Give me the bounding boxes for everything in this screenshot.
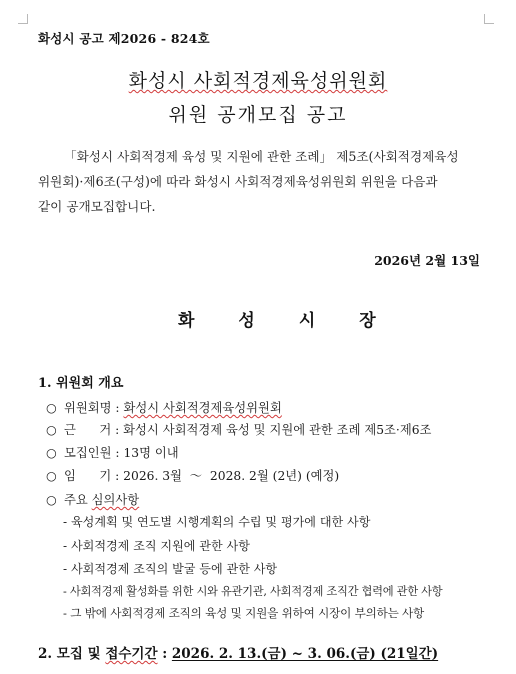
circle-bullet-icon: ○ bbox=[46, 468, 57, 483]
document-title-text: 화성시 사회적경제육성위원회 bbox=[128, 70, 388, 92]
matter-text: 사회적경제 조직의 발굴 등에 관한 사항 bbox=[70, 562, 278, 576]
matter-text: 사회적경제 활성화를 위한 시와 유관기관, 사회적경제 조직간 협력에 관한 사항 bbox=[69, 585, 443, 598]
item-value: 화성시 사회적경제 육성 및 지원에 관한 조례 제5조·제6조 bbox=[123, 423, 432, 437]
dash-icon: - bbox=[63, 562, 68, 576]
intro-line-2: 위원회)·제6조(구성)에 따라 화성시 사회적경제육성위원회 위원을 다음과 bbox=[38, 174, 438, 189]
matter-text: 사회적경제 조직 지원에 관한 사항 bbox=[70, 539, 250, 553]
dash-icon: - bbox=[63, 585, 67, 598]
document-title bbox=[0, 66, 516, 93]
overview-item-main-matters bbox=[46, 490, 139, 508]
page-corner-mark-right bbox=[484, 14, 494, 24]
page-corner-mark-left bbox=[18, 14, 28, 24]
item-label: 주요 bbox=[64, 493, 92, 507]
dash-icon: - bbox=[63, 515, 68, 529]
circle-bullet-icon: ○ bbox=[46, 492, 57, 507]
overview-item-basis bbox=[46, 420, 431, 438]
intro-line-1: 「화성시 사회적경제 육성 및 지원에 관한 조례」 제5조(사회적경제육성 bbox=[64, 149, 459, 164]
intro-line-3: 같이 공개모집합니다. bbox=[38, 199, 156, 214]
section-title-prefix: 2. 모집 및 bbox=[38, 646, 106, 662]
circle-bullet-icon: ○ bbox=[46, 445, 57, 460]
matter-list-item bbox=[63, 605, 424, 621]
matter-list-item bbox=[63, 583, 442, 599]
matter-text: 육성계획 및 연도별 시행계획의 수립 및 평가에 대한 사항 bbox=[70, 515, 371, 529]
item-value: 2026. 3월 ～ 2028. 2월 (2년) (예정) bbox=[123, 469, 340, 483]
overview-item-name bbox=[46, 398, 282, 416]
overview-item-term bbox=[46, 466, 339, 484]
section-title-word: 접수기간 bbox=[105, 646, 158, 662]
announcement-number: 화성시 공고 제2026 - 824호 bbox=[38, 31, 210, 46]
overview-item-recruit-count bbox=[46, 443, 179, 461]
dash-icon: - bbox=[63, 606, 67, 620]
matter-text: 그 밖에 사회적경제 조직의 육성 및 지원을 위하여 시장이 부의하는 사항 bbox=[70, 606, 425, 620]
circle-bullet-icon: ○ bbox=[46, 422, 57, 437]
item-label: 모집인원 : bbox=[64, 446, 124, 460]
section-overview-heading: 1. 위원회 개요 bbox=[38, 376, 124, 391]
item-value: 13명 이내 bbox=[123, 446, 179, 460]
item-label: 위원회명 : bbox=[64, 401, 124, 415]
document-subtitle: 위원 공개모집 공고 bbox=[168, 104, 348, 126]
section-recruit-period-heading bbox=[38, 642, 438, 662]
issuer-signature: 화성시장 bbox=[178, 311, 420, 331]
section-title-separator: : bbox=[157, 646, 172, 662]
dash-icon: - bbox=[63, 539, 68, 553]
item-value: 심의사항 bbox=[91, 493, 140, 507]
matter-list-item bbox=[63, 560, 277, 577]
announcement-date: 2026년 2월 13일 bbox=[374, 253, 480, 268]
item-label: 임 기 : bbox=[64, 469, 124, 483]
recruit-period-value: 2026. 2. 13.(금) ~ 3. 06.(금) (21일간) bbox=[171, 646, 439, 662]
matter-list-item bbox=[63, 513, 370, 530]
item-value: 화성시 사회적경제육성위원회 bbox=[123, 401, 282, 415]
circle-bullet-icon: ○ bbox=[46, 400, 57, 415]
item-label: 근 거 : bbox=[64, 423, 124, 437]
matter-list-item bbox=[63, 537, 250, 554]
